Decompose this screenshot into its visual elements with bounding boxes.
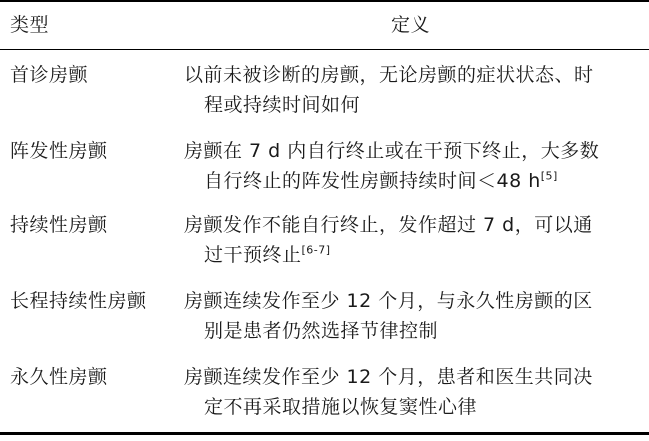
definition-line: 房颤在 7 d 内自行终止或在干预下终止，大多数 xyxy=(184,140,600,162)
definition-line: 过干预终止[6-7] xyxy=(204,243,331,266)
reference-marker: [5] xyxy=(540,169,558,183)
row-term: 阵发性房颤 xyxy=(10,140,108,162)
row-term: 持续性房颤 xyxy=(10,214,108,236)
definition-line: 房颤发作不能自行终止，发作超过 7 d，可以通 xyxy=(184,214,593,236)
row-term: 首诊房颤 xyxy=(10,64,89,86)
header-definition: 定义 xyxy=(391,14,431,36)
row-definition xyxy=(184,136,644,196)
row-definition xyxy=(184,286,644,346)
definition-line: 别是患者仍然选择节律控制 xyxy=(204,320,439,342)
row-definition xyxy=(184,362,644,422)
header-type: 类型 xyxy=(10,14,50,36)
definition-line: 自行终止的阵发性房颤持续时间＜48 h[5] xyxy=(204,169,558,192)
row-definition xyxy=(184,210,644,270)
table-bottom-rule xyxy=(0,432,649,435)
row-term: 长程持续性房颤 xyxy=(10,290,147,312)
reference-marker: [6-7] xyxy=(301,243,331,257)
table-header-rule xyxy=(0,49,649,50)
row-term: 永久性房颤 xyxy=(10,366,108,388)
definition-line: 程或持续时间如何 xyxy=(204,94,361,116)
definition-line: 定不再采取措施以恢复窦性心律 xyxy=(204,396,478,418)
definition-line: 房颤连续发作至少 12 个月，与永久性房颤的区 xyxy=(184,290,593,312)
definition-line: 房颤连续发作至少 12 个月，患者和医生共同决 xyxy=(184,366,593,388)
row-definition xyxy=(184,60,644,120)
definition-line: 以前未被诊断的房颤，无论房颤的症状状态、时 xyxy=(184,64,594,86)
table-top-rule xyxy=(0,0,649,2)
